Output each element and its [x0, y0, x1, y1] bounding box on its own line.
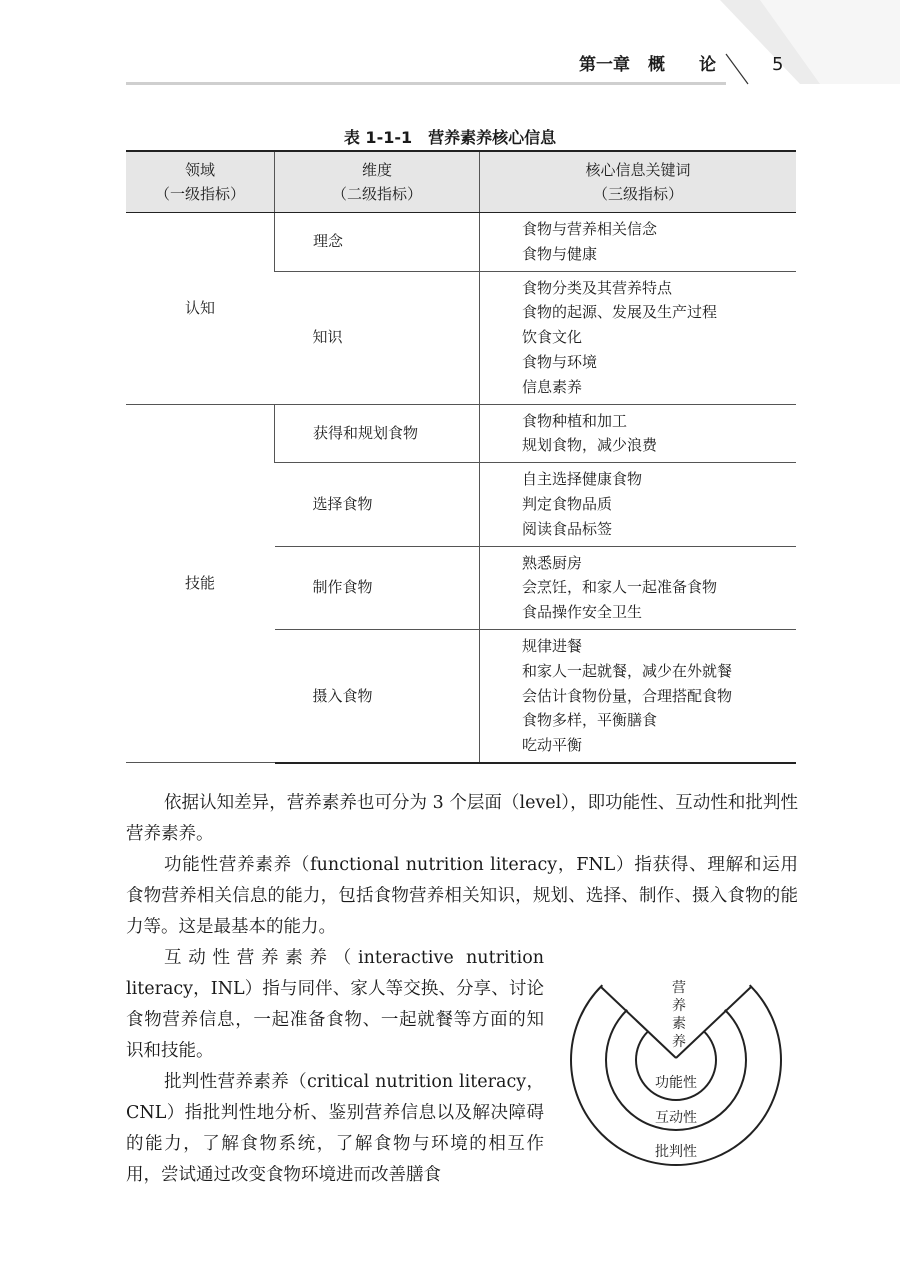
outer-label: 批判性	[655, 1144, 697, 1160]
core-info-table	[126, 150, 796, 764]
chapter-prefix: 第一章	[579, 55, 630, 75]
dimension-cell: 摄入食物	[275, 629, 480, 762]
chapter-title-2: 论	[699, 55, 716, 75]
header-slash	[724, 52, 754, 86]
table-header-row	[126, 151, 796, 213]
domain-cell: 认知	[126, 213, 275, 405]
domain-cell: 技能	[126, 404, 275, 763]
page-number: 5	[772, 54, 784, 75]
table-row	[126, 404, 796, 463]
keywords-cell: 食物种植和加工 规划食物，减少浪费	[480, 404, 797, 463]
chapter-title-1: 概	[648, 55, 665, 75]
keywords-cell: 食物与营养相关信念 食物与健康	[480, 213, 797, 272]
middle-label: 互动性	[655, 1110, 697, 1126]
wedge-label-1: 营	[672, 980, 686, 996]
column-header-keywords: 核心信息关键词 （三级指标）	[480, 151, 797, 213]
dimension-cell: 理念	[275, 213, 480, 272]
header-rule	[126, 82, 726, 85]
dimension-cell: 知识	[275, 271, 480, 404]
keywords-cell: 食物分类及其营养特点 食物的起源、发展及生产过程 饮食文化 食物与环境 信息素养	[480, 271, 797, 404]
paragraph-cnl: 批判性营养素养（critical nutrition literacy，CNL）指批判性地分析、鉴别营养信息以及解决障碍的能力，了解食物系统，了解食物与环境的相互作用，尝试通过改变食物环境进而改善膳食	[126, 1072, 544, 1185]
column-header-dimension: 维度 （二级指标）	[275, 151, 480, 213]
paragraph-fnl: 功能性营养素养（functional nutrition literacy，FNL）指获得、理解和运用食物营养相关信息的能力，包括食物营养相关知识，规划、选择、制作、摄入食物的能力等。这是最基本的能力。	[126, 855, 798, 937]
keywords-cell: 规律进餐 和家人一起就餐，减少在外就餐 会估计食物份量，合理搭配食物 食物多样，平衡膳食 吃动平衡	[480, 629, 797, 762]
table-caption: 表 1-1-1 营养素养核心信息	[343, 128, 557, 147]
wedge-label-3: 素	[672, 1016, 686, 1032]
running-head	[579, 50, 716, 80]
wedge-label-4: 养	[672, 1034, 686, 1050]
dimension-cell: 制作食物	[275, 546, 480, 629]
keywords-cell: 自主选择健康食物 判定食物品质 阅读食品标签	[480, 463, 797, 546]
inner-label: 功能性	[655, 1075, 697, 1091]
table-row	[126, 213, 796, 272]
paragraph-inl: 互动性营养素养（interactive nutrition literacy，INL）指与同伴、家人等交换、分享、讨论食物营养信息，一起准备食物、一起就餐等方面的知识和技能。	[126, 948, 544, 1061]
dimension-cell: 选择食物	[275, 463, 480, 546]
nutrition-literacy-levels-diagram	[566, 950, 786, 1170]
column-header-domain: 领域 （一级指标）	[126, 151, 275, 213]
dimension-cell: 获得和规划食物	[275, 404, 480, 463]
keywords-cell: 熟悉厨房 会烹饪，和家人一起准备食物 食品操作安全卫生	[480, 546, 797, 629]
wedge-label-2: 养	[672, 998, 686, 1014]
paragraph-levels: 依据认知差异，营养素养也可分为 3 个层面（level），即功能性、互动性和批判性营养素养。	[126, 793, 798, 844]
